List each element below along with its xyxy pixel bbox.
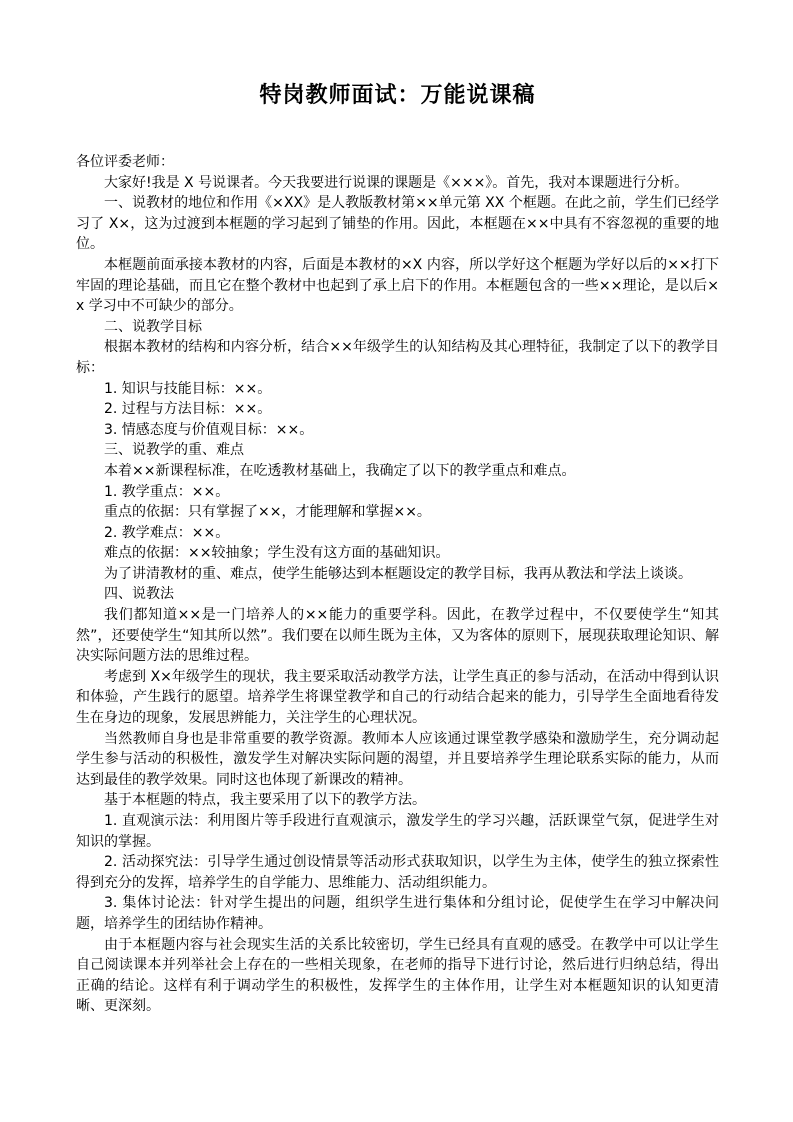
section-heading: 三、说教学的重、难点: [104, 442, 244, 459]
paragraph: 本框题前面承接本教材的内容，后面是本教材的×X 内容，所以学好这个框题为学好以后的××打下牢固的理论基础，而且它在整个教材中也起到了承上启下的作用。本框题包含的一些××理论，是以后×x 学习中不可缺少的部分。: [76, 256, 719, 315]
document-body: [76, 152, 719, 1017]
paragraph: 基于本框题的特点，我主要采用了以下的教学方法。: [104, 792, 426, 809]
list-item: 2. 教学难点：××。: [104, 524, 230, 541]
list-item: 1. 知识与技能目标：××。: [104, 380, 272, 397]
paragraph: 本着××新课程标准，在吃透教材基础上，我确定了以下的教学重点和难点。: [104, 462, 576, 479]
paragraph: 大家好!我是 X 号说课者。今天我要进行说课的课题是《×××》。首先，我对本课题进行分析。: [104, 174, 689, 191]
salutation: 各位评委老师：: [76, 154, 174, 170]
page-title: 特岗教师面试：万能说课稿: [259, 83, 536, 108]
paragraph: 当然教师自身也是非常重要的教学资源。教师本人应该通过课堂教学感染和激励学生，充分调动起学生参与活动的积极性，激发学生对解决实际问题的渴望，并且要培养学生理论联系实际的能力，从而达到最佳的教学效果。同时这也体现了新课改的精神。: [76, 730, 719, 788]
list-item: 1. 教学重点：××。: [104, 483, 230, 500]
list-item: 2. 过程与方法目标：××。: [104, 401, 272, 418]
list-item: 3. 集体讨论法：针对学生提出的问题，组织学生进行集体和分组讨论，促使学生在学习中解决问题，培养学生的团结协作精神。: [76, 895, 719, 932]
paragraph: 由于本框题内容与社会现实生活的关系比较密切，学生已经具有直观的感受。在教学中可以让学生自己阅读课本并列举社会上存在的一些相关现象，在老师的指导下进行讨论，然后进行归纳总结，得出正确的结论。这样有利于调动学生的积极性，发挥学生的主体作用，让学生对本框题知识的认知更清晰、更深刻。: [76, 936, 719, 1015]
paragraph: 我们都知道××是一门培养人的××能力的重要学科。因此，在教学过程中，不仅要使学生“知其然”，还要使学生“知其所以然”。我们要在以师生既为主体，又为客体的原则下，展现获取理论知识、解决实际问题方法的思维过程。: [76, 607, 719, 665]
list-item: 2. 活动探究法：引导学生通过创设情景等活动形式获取知识，以学生为主体，使学生的独立探索性得到充分的发挥，培养学生的自学能力、思维能力、活动组织能力。: [76, 854, 719, 891]
list-item: 3. 情感态度与价值观目标：××。: [104, 421, 314, 438]
paragraph: 重点的依据：只有掌握了××，才能理解和掌握××。: [104, 504, 431, 521]
paragraph: 一、说教材的地位和作用《×XX》是人教版教材第××单元第 XX 个框题。在此之前，学生们已经学习了 X×，这为过渡到本框题的学习起到了铺垫的作用。因此，本框题在××中具有不容忽视的重要的地位。: [76, 195, 719, 253]
paragraph: 考虑到 X×年级学生的现状，我主要采取活动教学方法，让学生真正的参与活动，在活动中得到认识和体验，产生践行的愿望。培养学生将课堂教学和自己的行动结合起来的能力，引导学生全面地看待发生在身边的现象，发展思辨能力，关注学生的心理状况。: [76, 668, 719, 727]
list-item: 1. 直观演示法：利用图片等手段进行直观演示，激发学生的学习兴趣，活跃课堂气氛，促进学生对知识的掌握。: [76, 813, 719, 850]
paragraph: 难点的依据：××较抽象；学生没有这方面的基础知识。: [104, 545, 450, 562]
paragraph: 根据本教材的结构和内容分析，结合××年级学生的认知结构及其心理特征，我制定了以下的教学目标：: [76, 339, 719, 376]
section-heading: 二、说教学目标: [104, 318, 202, 335]
paragraph: 为了讲清教材的重、难点，使学生能够达到本框题设定的教学目标，我再从教法和学法上谈谈。: [104, 565, 692, 582]
section-heading: 四、说教法: [104, 586, 174, 603]
